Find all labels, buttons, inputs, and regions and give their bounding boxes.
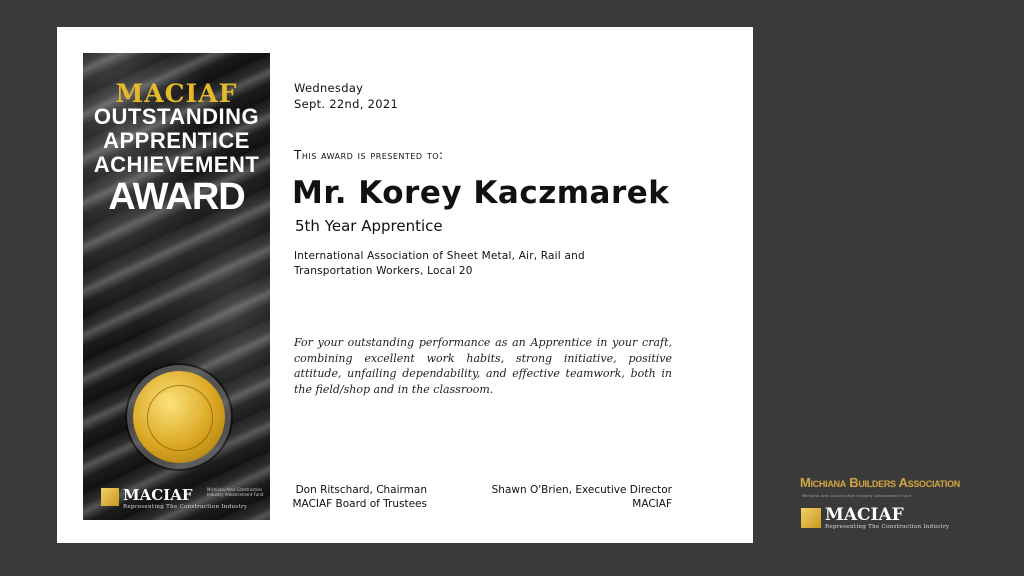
banner-maciaf-title: MACIAF	[115, 79, 238, 108]
banner-logo-small: Michiana Area Construction Industry Advancement Fund	[207, 487, 264, 497]
presented-to-label: This award is presented to:	[294, 148, 444, 162]
michiana-builders-association-logo: Michiana Builders Association	[800, 475, 960, 490]
signature-right-name: Shawn O'Brien, Executive Director	[491, 484, 672, 496]
banner-line-outstanding: OUTSTANDING	[93, 104, 260, 129]
award-banner	[83, 53, 270, 520]
signature-right-org: MACIAF	[632, 498, 672, 510]
date-day: Wednesday	[294, 81, 364, 95]
certificate	[57, 27, 753, 543]
signature-left-org: MACIAF Board of Trustees	[292, 498, 427, 510]
date-full: Sept. 22nd, 2021	[294, 97, 399, 111]
signature-left	[287, 483, 427, 511]
banner-line-achievement: ACHIEVEMENT	[93, 152, 260, 177]
apprentice-year: 5th Year Apprentice	[295, 217, 443, 235]
corner-maciaf-logo	[801, 505, 950, 531]
citation-text: For your outstanding performance as an Apprentice in your craft, combining excellent work habits, strong initiative, positive attitude, unfailing dependability, and effective teamwork, both in the field/shop and in the classroom.	[294, 336, 672, 396]
banner-maciaf-logo	[101, 485, 264, 511]
corner-logo-name: MACIAF	[825, 505, 904, 525]
banner-line-apprentice: APPRENTICE	[103, 128, 250, 153]
association-subtitle: Michiana Area Construction Industry Advancement Fund	[802, 494, 912, 498]
recipient-name: Mr. Korey Kaczmarek	[292, 175, 670, 211]
signature-left-name: Don Ritschard, Chairman	[295, 484, 427, 496]
corner-logo-square-icon	[801, 508, 821, 528]
gold-seal-icon	[133, 371, 225, 463]
banner-logo-name: MACIAF	[123, 486, 193, 504]
organization-name: International Association of Sheet Metal, Air, Rail and Transportation Workers, Local 20	[294, 250, 585, 277]
banner-logo-tagline: Representing The Construction Industry	[123, 504, 248, 510]
banner-award-title	[83, 105, 270, 217]
logo-square-icon	[101, 488, 119, 506]
corner-logo-tagline: Representing The Construction Industry	[825, 524, 950, 530]
banner-line-award: AWARD	[108, 176, 245, 218]
signature-right	[467, 483, 672, 511]
